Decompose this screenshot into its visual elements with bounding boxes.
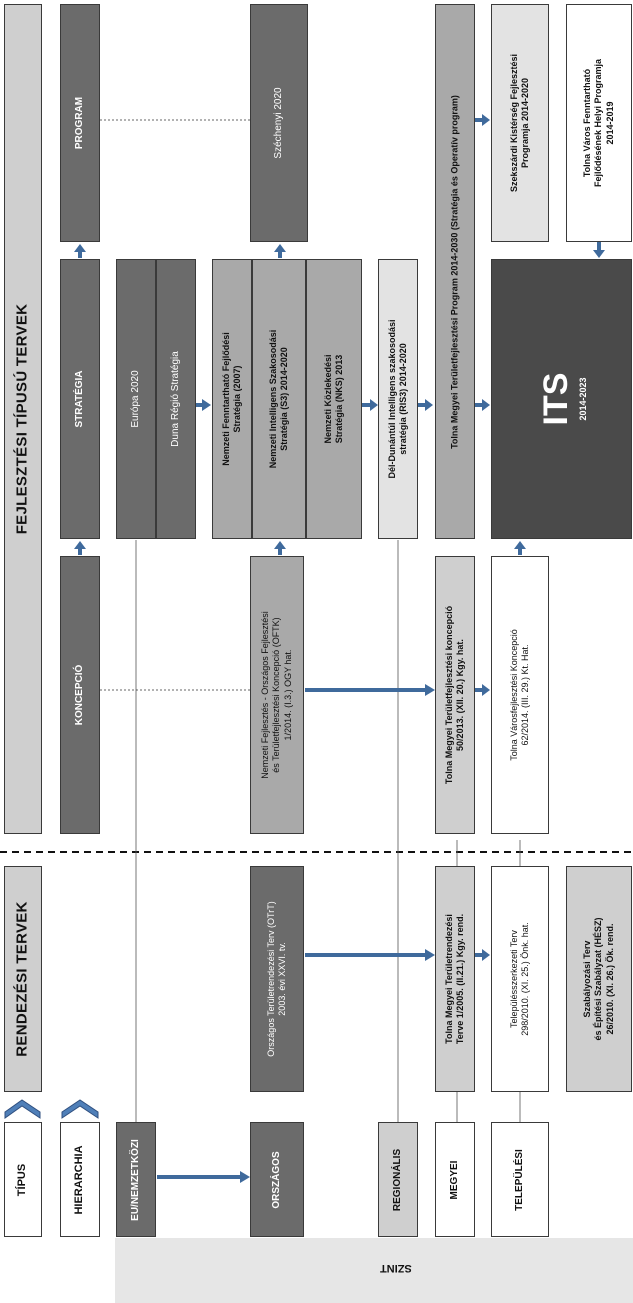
category-program bbox=[60, 4, 100, 242]
level-megyei-label: MEGYEI bbox=[448, 1160, 460, 1199]
kisterseg-label: Szekszárdi Kistérség Fejlesztési Programja 2014-2020 bbox=[508, 53, 530, 193]
nfs-box bbox=[212, 259, 252, 539]
level-eu bbox=[116, 1122, 156, 1237]
category-strategia bbox=[60, 259, 100, 539]
chevron-hierarchia-icon bbox=[62, 1100, 98, 1118]
szint-label: SZINT bbox=[380, 1262, 412, 1274]
arrow-tmtk-tvk-head bbox=[482, 684, 490, 696]
arrow-strategia-program-head bbox=[74, 244, 86, 252]
nks-label: Nemzeti Közlekedési Stratégia (NKS) 2013 bbox=[322, 354, 344, 444]
europa-2020-box bbox=[116, 259, 156, 539]
tvk-box bbox=[491, 556, 549, 834]
level-orszagos bbox=[250, 1122, 304, 1237]
level-regionalis-label: REGIONÁLIS bbox=[391, 1148, 403, 1211]
category-koncepcio bbox=[60, 556, 100, 834]
arrow-tvk-its-head bbox=[514, 541, 526, 549]
szechenyi-label: Széchenyi 2020 bbox=[272, 87, 284, 159]
level-telepulesi-label: TELEPÜLÉSI bbox=[513, 1148, 525, 1211]
its-label-group bbox=[535, 373, 589, 426]
its-years: 2014-2023 bbox=[577, 377, 588, 421]
ottt-label: Országos Területrendezési Terv (OTrT) 2003. évi XXVI. tv. bbox=[265, 901, 287, 1057]
tszt-box bbox=[491, 866, 549, 1092]
category-koncepcio-label: KONCEPCIÓ bbox=[73, 664, 85, 726]
tmtt-box bbox=[435, 866, 475, 1092]
arrow-ottt-tmtt-head bbox=[425, 949, 435, 961]
hierarchia-box bbox=[60, 1122, 100, 1237]
arrow-eu-nemzeti-head bbox=[202, 399, 211, 411]
ris3-label: Dél-Dunántúl Intelligens szakosodási stratégia (RIS3) 2014-2020 bbox=[386, 319, 408, 479]
tmtt-label: Tolna Megyei Területrendezési Terve 1/2005. (II.21.) Kgy. rend. bbox=[443, 913, 465, 1045]
chevron-tipus-icon bbox=[5, 1100, 40, 1118]
hesz-label: Szabályozási Terv és Építési Szabályzat (HÉSZ) 26/2010. (XI. 26.) Ök. rend. bbox=[582, 917, 615, 1041]
tvk-label: Tolna Városfejlesztési Koncepció 62/2014. (III. 29.) Kt. Hat. bbox=[508, 629, 530, 761]
ottt-box bbox=[250, 866, 304, 1092]
arrow-koncepcio-strategia-head bbox=[74, 541, 86, 549]
tvfhp-label: Tolna Város Fenntartható Fejlődésének Helyi Programja 2014-2019 bbox=[582, 58, 615, 188]
arrow-tmtp-kisterseg-head bbox=[482, 114, 490, 126]
arrow-ris3-tmtp-head bbox=[425, 399, 433, 411]
category-program-label: PROGRAM bbox=[73, 96, 85, 150]
s3-box bbox=[252, 259, 306, 539]
tipus-box bbox=[4, 1122, 42, 1237]
hesz-box bbox=[566, 866, 632, 1092]
level-regionalis bbox=[378, 1122, 418, 1237]
level-orszagos-label: ORSZÁGOS bbox=[270, 1150, 282, 1209]
tipus-label: TÍPUS bbox=[16, 1163, 29, 1196]
arrow-tmtp-its-head bbox=[482, 399, 490, 411]
szechenyi-box bbox=[250, 4, 308, 242]
fejlesztesi-header bbox=[4, 4, 42, 834]
tmtp-label: Tolna Megyei Területfejlesztési Program 2014-2030 (Stratégia és Operatív program) bbox=[449, 94, 460, 449]
oftk-box bbox=[250, 556, 304, 834]
arrow-nemzeti-szechenyi-head bbox=[274, 244, 286, 252]
s3-label: Nemzeti Intelligens Szakosodási Stratégia (S3) 2014-2020 bbox=[267, 329, 289, 469]
arrow-tvfhp-its-head bbox=[593, 250, 605, 258]
fejlesztesi-label: FEJLESZTÉSI TÍPUSÚ TERVEK bbox=[13, 303, 31, 535]
arrow-oftk-tmtk-head bbox=[425, 684, 435, 696]
duna-regio-label: Duna Régió Stratégia bbox=[169, 351, 181, 447]
duna-regio-box bbox=[156, 259, 196, 539]
tszt-label: Településszerkezeti Terv 298/2010. (XI. 25.) Önk. hat. bbox=[508, 922, 530, 1036]
nks-box bbox=[306, 259, 362, 539]
europa-2020-label: Európa 2020 bbox=[129, 370, 141, 428]
arrow-eu-orszagos-head bbox=[240, 1171, 250, 1183]
its-title: ITS bbox=[536, 372, 575, 426]
tmtk-label: Tolna Megyei Területfejlesztési koncepció 50/2013. (XII. 20.) Kgy. hat. bbox=[443, 605, 465, 785]
level-eu-label: EU/NEMZETKÖZI bbox=[129, 1138, 141, 1221]
ris3-box bbox=[378, 259, 418, 539]
rendezesi-header bbox=[4, 866, 42, 1092]
arrow-nemzeti-ris3-head bbox=[370, 399, 378, 411]
tvfhp-box bbox=[566, 4, 632, 242]
kisterseg-box bbox=[491, 4, 549, 242]
level-telepulesi bbox=[491, 1122, 549, 1237]
tmtk-box bbox=[435, 556, 475, 834]
level-megyei bbox=[435, 1122, 475, 1237]
arrow-tmtt-tszt-head bbox=[482, 949, 490, 961]
hierarchia-label: HIERARCHIA bbox=[73, 1144, 86, 1215]
oftk-label: Nemzeti Fejlesztés - Országos Fejlesztési és Területfejlesztési Koncepció (OFTK) 1/2014. (I.3.) OGY hat. bbox=[260, 611, 293, 779]
tmtp-box bbox=[435, 4, 475, 539]
category-strategia-label: STRATÉGIA bbox=[73, 370, 85, 428]
rendezesi-label: RENDEZÉSI TERVEK bbox=[13, 901, 31, 1057]
arrow-oftk-nemzeti-head bbox=[274, 541, 286, 549]
nfs-label: Nemzeti Fenntartható Fejlődési Stratégia (2007) bbox=[220, 332, 242, 466]
its-box bbox=[491, 259, 632, 539]
